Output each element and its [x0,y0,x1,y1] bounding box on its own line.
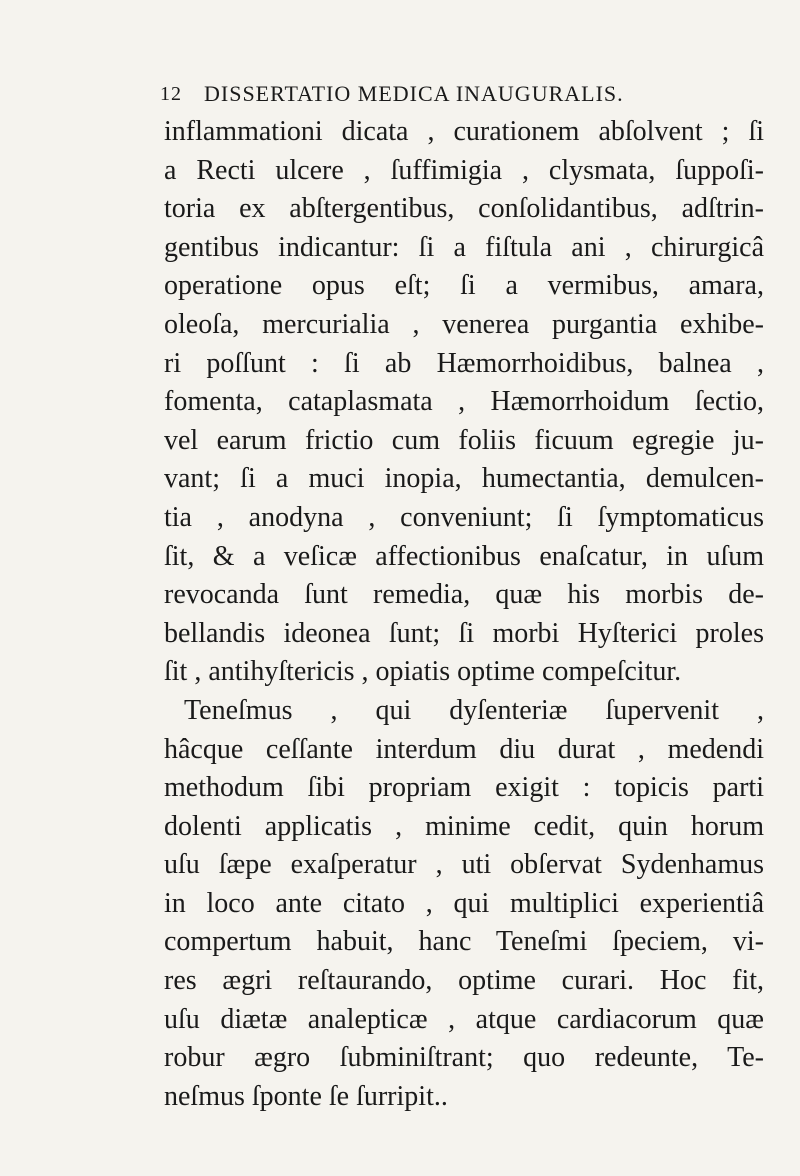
text-line: inflammationi dicata , curationem abſolvent ; ſi [164,116,764,147]
text-line: gentibus indicantur: ſi a fiſtula ani , chirurgicâ [164,231,764,263]
body-text [164,113,764,1116]
text-line: in loco ante citato , qui multiplici experientiâ [164,887,764,919]
text-line: compertum habuit, hanc Teneſmi ſpeciem, vi- [164,926,764,958]
text-line: oleoſa, mercurialia , venerea purgantia exhibe- [164,308,764,340]
text-line: uſu ſæpe exaſperatur , uti obſervat Sydenhamus [164,849,764,881]
text-line: bellandis ideonea ſunt; ſi morbi Hyſterici proles [164,617,764,649]
text-line: res ægri reſtaurando, optime curari. Hoc fit, [164,965,764,997]
text-line: tia , anodyna , conveniunt; ſi ſymptomaticus [164,501,764,533]
text-line: fomenta, cataplasmata , Hæmorrhoidum ſectio, [164,386,764,418]
text-line: neſmus ſponte ſe ſurripit.. [164,1080,448,1112]
text-line: hâcque ceſſante interdum diu durat , medendi [164,733,764,765]
text-line: robur ægro ſubminiſtrant; quo redeunte, Te- [164,1042,764,1074]
text-line: vel earum frictio cum foliis ficuum egregie ju- [164,424,764,456]
page-number: 12 [160,82,182,105]
text-line: a Recti ulcere , ſuffimigia , clysmata, ſuppoſi- [164,154,764,186]
text-line: dolenti applicatis , minime cedit, quin horum [164,810,764,842]
text-line: uſu diætæ analepticæ , atque cardiacorum quæ [164,1003,764,1035]
page-header [160,78,780,110]
text-line: toria ex abſtergentibus, conſolidantibus, adſtrin- [164,193,764,225]
text-line-paragraph-start: Teneſmus , qui dyſenteriæ ſupervenit , [184,694,764,726]
text-line: revocanda ſunt remedia, quæ his morbis de- [164,579,764,611]
text-line: vant; ſi a muci inopia, humectantia, demulcen- [164,463,764,495]
text-line: ri poſſunt : ſi ab Hæmorrhoidibus, balnea , [164,347,764,379]
text-line: ſit , antihyſtericis , opiatis optime compeſcitur. [164,656,682,688]
text-line: ſit, & a veſicæ affectionibus enaſcatur, in uſum [164,540,764,572]
text-line: operatione opus eſt; ſi a vermibus, amara, [164,270,764,302]
text-line: methodum ſibi propriam exigit : topicis parti [164,772,764,804]
running-title: DISSERTATIO MEDICA INAUGURALIS. [204,81,624,106]
